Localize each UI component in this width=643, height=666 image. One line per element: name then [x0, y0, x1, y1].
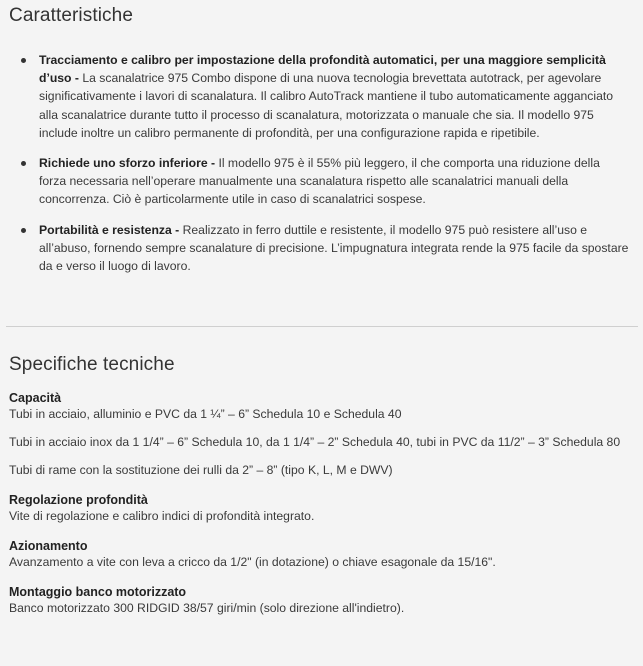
spec-depth — [9, 492, 629, 525]
bullet-icon — [21, 58, 26, 63]
feature-item — [21, 221, 629, 276]
spec-capacity — [9, 390, 629, 479]
spec-value: Vite di regolazione e calibro indici di profondità integrato. — [9, 509, 315, 523]
spec-label: Regolazione profondità — [9, 493, 148, 507]
spec-label: Montaggio banco motorizzato — [9, 585, 187, 599]
spec-label: Capacità — [9, 391, 62, 405]
spec-mount — [9, 584, 629, 617]
feature-text: La scanalatrice 975 Combo dispone di una nuova tecnologia brevettata autotrack, per agevolare significativamente i lavori di scanalatura. Il calibro AutoTrack mantiene il tubo automaticamente agganciato alla scanalatrice durante tutto il processo di scanalatura, motorizzata o manuale che sia. Il modello 975 include inoltre un calibro permanente di profondità, per una configurazione rapida e ripetibile. — [39, 71, 614, 140]
feature-text: Il modello 975 è il 55% più leggero, il che comporta una riduzione della forza necessaria nell’operare manualmente una scanalatura rispetto alle scanalatrici manuali della concorrenza. Ciò è particolarmente utile in caso di scanalatrici sospese. — [39, 156, 600, 207]
feature-heading: Tracciamento e calibro per impostazione della profondità automatici, per una maggiore semplicità d’uso - — [39, 53, 606, 86]
feature-heading: Portabilità e resistenza - — [39, 222, 180, 237]
feature-item — [21, 51, 629, 142]
spec-value: Tubi di rame con la sostituzione dei rulli da 2” – 8” (tipo K, L, M e DWV) — [9, 463, 393, 477]
spec-value: Tubi in acciaio inox da 1 1/4” – 6” Schedula 10, da 1 1/4” – 2” Schedula 40, tubi in PVC da 11/2” – 3” Schedula 80 — [9, 435, 621, 449]
section-divider — [6, 326, 638, 327]
spec-value: Tubi in acciaio, alluminio e PVC da 1 ¼” – 6” Schedula 10 e Schedula 40 — [9, 407, 402, 421]
feature-text: Realizzato in ferro duttile e resistente, il modello 975 può resistere all’uso e all’abuso, fornendo sempre scanalature di precisione. L’impugnatura integrata rende la 975 facile da spostare da e verso il luogo di lavoro. — [39, 222, 629, 274]
bullet-icon — [21, 161, 26, 166]
spec-value: Avanzamento a vite con leva a cricco da 1/2" (in dotazione) o chiave esagonale da 15/16". — [9, 555, 496, 569]
spec-value: Banco motorizzato 300 RIDGID 38/57 giri/min (solo direzione all'indietro). — [9, 601, 405, 615]
specs-list — [9, 390, 629, 630]
spec-drive — [9, 538, 629, 571]
features-list — [21, 51, 629, 287]
features-title: Caratteristiche — [9, 5, 133, 26]
feature-heading: Richiede uno sforzo inferiore - — [39, 156, 216, 171]
spec-label: Azionamento — [9, 539, 88, 553]
specs-title: Specifiche tecniche — [9, 354, 175, 375]
bullet-icon — [21, 228, 26, 233]
feature-item — [21, 154, 629, 209]
